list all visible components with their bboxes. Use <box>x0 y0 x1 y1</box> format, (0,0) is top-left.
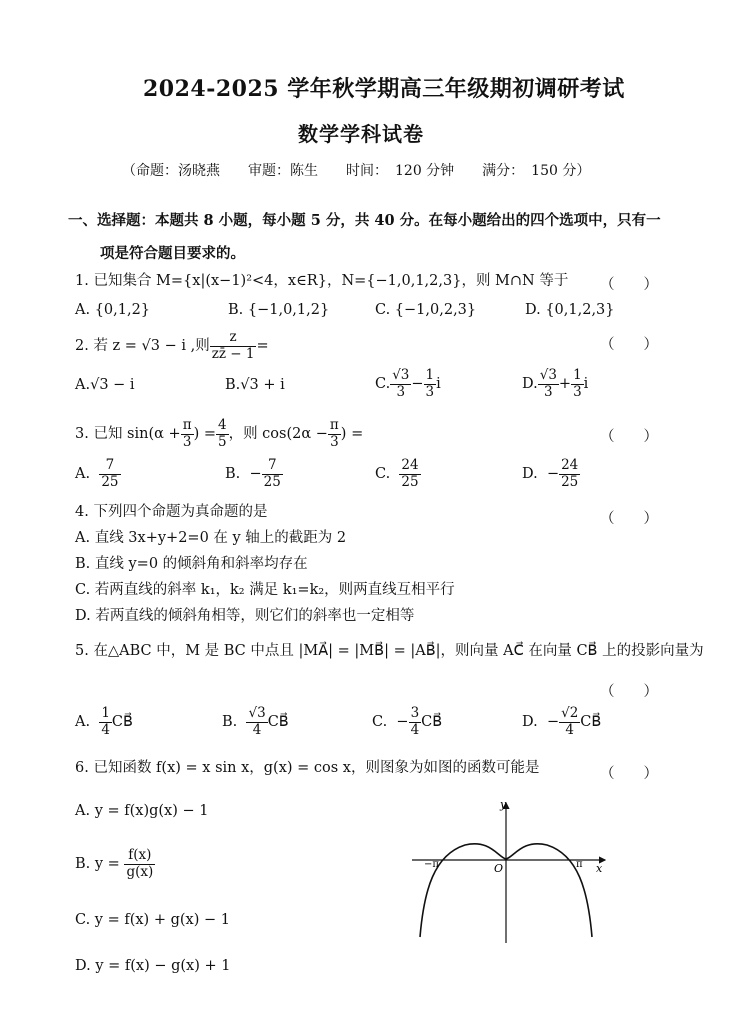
q2-frac-den: zz̄ − 1 <box>211 345 255 362</box>
q3-c-num: 24 <box>401 457 419 473</box>
q3-stem <box>75 418 363 450</box>
q3-d-den: 25 <box>561 473 579 490</box>
q6-option-a[interactable]: A. y = f(x)g(x) − 1 <box>75 803 209 819</box>
q2-d-frac2 <box>571 368 584 400</box>
q5-b-den: 4 <box>252 721 262 738</box>
q5-option-a[interactable] <box>75 706 133 738</box>
q4-stem: 4. 下列四个命题为真命题的是 <box>75 504 268 520</box>
q5-option-d[interactable] <box>522 706 601 738</box>
q6-function-graph <box>410 795 610 945</box>
q5-b-vec: CB⃗ <box>267 714 289 731</box>
q5-a-frac <box>99 706 112 738</box>
q2-option-a[interactable]: A.√3 − i <box>75 377 135 393</box>
q5-answer-paren[interactable]: （ ） <box>600 684 658 700</box>
q6-b-den: g(x) <box>126 863 154 880</box>
q3-option-b[interactable] <box>225 458 283 490</box>
q5-d-num: √2 <box>561 705 579 721</box>
q2-c-label: C. <box>375 376 391 393</box>
q3-b-den: 25 <box>263 473 281 490</box>
q6-stem: 6. 已知函数 f(x) = x sin x，g(x) = cos x，则图象为如图的函数可能是 <box>75 760 540 776</box>
q3-c-label: C. <box>375 466 391 483</box>
q2-d-frac2-num: 1 <box>573 367 582 383</box>
q5-c-sign: − <box>396 714 409 731</box>
q3-frac2 <box>216 418 229 450</box>
q3-frac3-num: π <box>329 417 339 433</box>
q5-a-label: A. <box>75 714 91 731</box>
exam-subtitle: 数学学科试卷 <box>298 122 424 146</box>
q5-b-num: √3 <box>248 705 266 721</box>
q3-b-sign: − <box>249 466 262 483</box>
q2-c-tail: i <box>436 376 441 393</box>
q5-c-den: 4 <box>410 721 420 738</box>
q5-c-frac <box>409 706 422 738</box>
q2-c-frac1-num: √3 <box>392 367 410 383</box>
q2-fraction <box>210 330 257 362</box>
q1-option-c[interactable]: C. {−1,0,2,3} <box>375 302 477 318</box>
q5-option-c[interactable] <box>372 706 442 738</box>
q2-prefix: 2. 若 z = √3 − i ,则 <box>75 338 210 355</box>
q2-d-label: D. <box>522 376 538 393</box>
q3-b-label: B. <box>225 466 241 483</box>
q2-d-tail: i <box>583 376 589 393</box>
q3-mid: ) = <box>193 426 216 443</box>
q6-b-label: B. y = <box>75 856 120 873</box>
q5-option-b[interactable] <box>222 706 289 738</box>
q5-a-num: 1 <box>101 705 110 721</box>
q3-frac2-den: 5 <box>217 433 227 450</box>
q2-d-op: + <box>558 376 572 393</box>
q3-option-a[interactable] <box>75 458 121 490</box>
q5-a-vec: CB⃗ <box>111 714 133 731</box>
q3-b-num: 7 <box>262 458 283 475</box>
q4-option-d[interactable]: D. 若两直线的倾斜角相等，则它们的斜率也一定相等 <box>75 608 415 624</box>
q3-d-frac <box>559 458 580 490</box>
q2-suffix: = <box>256 338 269 355</box>
q3-frac2-num: 4 <box>217 417 227 433</box>
q4-option-b[interactable]: B. 直线 y=0 的倾斜角和斜率均存在 <box>75 556 308 572</box>
q3-frac1-num: π <box>182 417 192 433</box>
q2-frac-num: z <box>210 330 257 347</box>
q3-frac3 <box>328 418 341 450</box>
x-axis-label: x <box>596 862 603 875</box>
exam-meta: （命题：汤晓燕 审题：陈生 时间： 120 分钟 满分： 150 分） <box>122 163 591 179</box>
q2-d-frac2-den: 3 <box>573 383 582 400</box>
q2-option-b[interactable]: B.√3 + i <box>225 377 285 393</box>
q3-d-sign: − <box>546 466 560 483</box>
q3-c-den: 25 <box>401 473 419 490</box>
q6-b-num: f(x) <box>124 848 155 865</box>
q3-suffix: ) = <box>340 426 364 443</box>
q5-d-frac <box>559 706 580 738</box>
q5-d-sign: − <box>546 714 560 731</box>
q3-answer-paren[interactable]: （ ） <box>600 429 658 445</box>
q5-b-frac <box>246 706 267 738</box>
q2-c-frac2 <box>424 368 437 400</box>
q3-frac3-den: 3 <box>330 433 339 450</box>
q4-option-a[interactable]: A. 直线 3x+y+2=0 在 y 轴上的截距为 2 <box>75 530 347 546</box>
q2-d-frac1 <box>538 368 559 400</box>
q5-c-vec: CB⃗ <box>421 714 443 731</box>
q3-d-num: 24 <box>561 457 579 473</box>
q6-b-frac <box>124 848 155 880</box>
section-heading-line2: 项是符合题目要求的。 <box>100 245 245 262</box>
pi-label: π <box>576 859 583 870</box>
q3-d-label: D. <box>522 466 538 483</box>
q2-d-frac1-den: 3 <box>544 383 553 400</box>
q1-option-b[interactable]: B. {−1,0,1,2} <box>228 302 330 318</box>
q2-stem <box>75 330 269 362</box>
q2-option-c[interactable] <box>375 368 441 400</box>
q3-a-den: 25 <box>101 473 119 490</box>
q5-b-label: B. <box>222 714 238 731</box>
q2-c-op: − <box>411 376 424 393</box>
q3-prefix: 3. 已知 sin(α + <box>75 426 181 443</box>
q5-d-vec: CB⃗ <box>580 714 602 731</box>
q1-answer-paren[interactable]: （ ） <box>600 277 658 293</box>
exam-title: 2024-2025 学年秋学期高三年级期初调研考试 <box>143 76 625 102</box>
origin-label: O <box>494 862 504 875</box>
q6-answer-paren[interactable]: （ ） <box>600 766 658 782</box>
section-heading-line1: 一、选择题：本题共 8 小题，每小题 5 分，共 40 分。在每小题给出的四个选项中，只有一 <box>68 212 661 229</box>
q1-stem: 1. 已知集合 M={x|(x−1)²<4，x∈R}，N={−1,0,1,2,3}，则 M∩N 等于 <box>75 273 569 289</box>
q3-option-c[interactable] <box>375 458 421 490</box>
q3-frac1 <box>181 418 194 450</box>
q3-option-d[interactable] <box>522 458 580 490</box>
q3-mid2: ，则 cos(2α − <box>228 426 328 443</box>
q5-c-label: C. <box>372 714 388 731</box>
q4-option-c[interactable]: C. 若两直线的斜率 k₁，k₂ 满足 k₁=k₂，则两直线互相平行 <box>75 582 455 598</box>
q1-option-d[interactable]: D. {0,1,2,3} <box>525 302 615 318</box>
q5-d-den: 4 <box>565 721 574 738</box>
q3-c-frac <box>399 458 420 490</box>
q3-b-frac <box>262 458 283 490</box>
q3-a-frac <box>99 458 120 490</box>
q1-option-a[interactable]: A. {0,1,2} <box>75 302 151 318</box>
q5-stem: 5. 在△ABC 中，M 是 BC 中点且 |MA⃗| = |MB⃗| = |AB⃗|，则向量 AC⃗ 在向量 CB⃗ 上的投影向量为 <box>75 643 704 659</box>
q4-answer-paren[interactable]: （ ） <box>600 511 658 527</box>
q2-c-frac2-den: 3 <box>425 383 435 400</box>
y-axis-label: y <box>500 798 507 811</box>
q2-c-frac2-num: 1 <box>425 367 435 383</box>
q5-d-label: D. <box>522 714 538 731</box>
q6-option-c[interactable]: C. y = f(x) + g(x) − 1 <box>75 912 230 928</box>
q2-c-frac1 <box>390 368 411 400</box>
q3-a-num: 7 <box>99 458 120 475</box>
q3-frac1-den: 3 <box>182 433 192 450</box>
q2-d-frac1-num: √3 <box>539 367 557 383</box>
q2-option-d[interactable] <box>522 368 588 400</box>
q2-c-frac1-den: 3 <box>396 383 406 400</box>
q6-option-b[interactable] <box>75 848 155 880</box>
q3-a-label: A. <box>75 466 91 483</box>
q5-c-num: 3 <box>410 705 420 721</box>
q2-answer-paren[interactable]: （ ） <box>600 337 658 353</box>
q6-option-d[interactable]: D. y = f(x) − g(x) + 1 <box>75 958 231 974</box>
neg-pi-label: −π <box>424 859 439 870</box>
q5-a-den: 4 <box>101 721 110 738</box>
